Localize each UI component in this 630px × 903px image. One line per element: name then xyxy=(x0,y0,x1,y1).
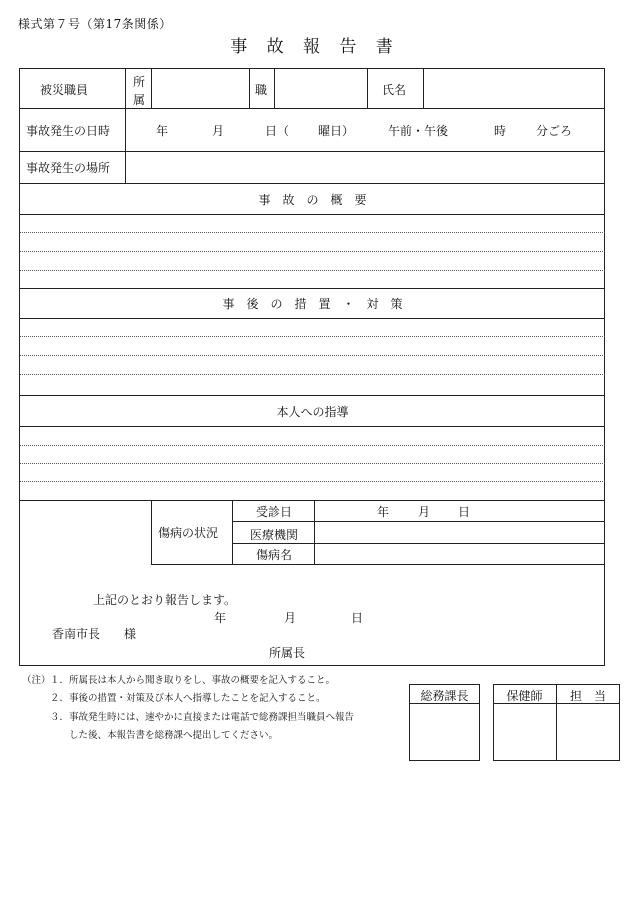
report-day: 日 xyxy=(351,611,364,625)
section-divider xyxy=(20,288,605,289)
writing-line xyxy=(20,374,605,375)
datetime-day: 日（ xyxy=(265,124,290,138)
position-label: 職 xyxy=(255,83,268,97)
section-divider xyxy=(20,214,605,215)
datetime-month: 月 xyxy=(212,124,225,138)
datetime-weekday: 曜日） xyxy=(318,124,355,138)
row-divider xyxy=(20,108,605,109)
general-affairs-chief-label: 総務課長 xyxy=(420,689,469,703)
report-year: 年 xyxy=(214,611,227,625)
overview-section-title: 事 故 の 概 要 xyxy=(258,193,367,207)
injury-label-divider xyxy=(232,500,233,564)
section-divider xyxy=(20,426,605,427)
visit-date-label: 受診日 xyxy=(256,505,293,519)
visit-month: 月 xyxy=(418,505,431,519)
injury-value-divider xyxy=(314,500,315,564)
injury-row-divider xyxy=(232,521,605,522)
guidance-section-title: 本人への指導 xyxy=(276,405,349,419)
position-value-divider xyxy=(367,69,368,108)
section-divider xyxy=(20,500,605,501)
name-label: 氏名 xyxy=(382,83,407,97)
notes-prefix: （注） xyxy=(22,675,51,686)
report-month: 月 xyxy=(284,611,297,625)
affiliation-label-top: 所 xyxy=(133,75,146,89)
location-label: 事故発生の場所 xyxy=(26,161,111,175)
measures-section-title: 事 後 の 措 置 ・ 対 策 xyxy=(222,297,403,311)
visit-day: 日 xyxy=(458,505,471,519)
name-divider xyxy=(423,69,424,108)
note-3a: ３．事故発生時には、速やかに直接または電話で総務課担当職員へ報告 xyxy=(50,712,355,723)
datetime-minute: 分ごろ xyxy=(536,124,573,138)
writing-line xyxy=(20,445,605,446)
report-statement: 上記のとおり報告します。 xyxy=(93,593,237,607)
datetime-hour: 時 xyxy=(494,124,507,138)
writing-line xyxy=(20,270,605,271)
datetime-ampm: 午前・午後 xyxy=(388,124,449,138)
medical-institution-label: 医療機関 xyxy=(250,528,299,542)
injury-status-label: 傷病の状況 xyxy=(158,526,219,540)
note-2: ２．事後の措置・対策及び本人へ指導したことを記入すること。 xyxy=(50,693,326,704)
document-title: 事 故 報 告 書 xyxy=(230,37,400,57)
report-signer: 所属長 xyxy=(269,646,306,660)
affiliation-value-divider xyxy=(249,69,250,108)
row-divider xyxy=(20,183,605,184)
label-column-divider xyxy=(125,69,126,183)
report-form-frame xyxy=(19,68,605,666)
section-divider xyxy=(20,318,605,319)
writing-line xyxy=(20,355,605,356)
writing-line xyxy=(20,463,605,464)
note-3b: した後、本報告書を総務課へ提出してください。 xyxy=(69,730,279,741)
visit-year: 年 xyxy=(377,505,390,519)
report-addressee: 香南市長 様 xyxy=(52,627,137,641)
health-nurse-label: 保健師 xyxy=(506,689,543,703)
datetime-label: 事故発生の日時 xyxy=(26,124,111,138)
writing-line xyxy=(20,481,605,482)
affiliation-label-bottom: 属 xyxy=(133,93,146,107)
form-number-label: 様式第７号（第17条関係） xyxy=(18,17,172,31)
injury-row-divider xyxy=(232,543,605,544)
victim-label: 被災職員 xyxy=(40,83,89,97)
writing-line xyxy=(20,251,605,252)
datetime-year: 年 xyxy=(156,124,169,138)
writing-line xyxy=(20,232,605,233)
writing-line xyxy=(20,336,605,337)
injury-outer-divider xyxy=(151,500,152,564)
injury-bottom-line xyxy=(151,564,605,565)
note-1: １．所属長は本人から聞き取りをし、事故の概要を記入すること。 xyxy=(50,675,336,686)
affiliation-divider xyxy=(151,69,152,108)
position-divider xyxy=(274,69,275,108)
row-divider xyxy=(20,151,605,152)
section-divider xyxy=(20,395,605,396)
in-charge-label: 担 当 xyxy=(569,689,606,703)
illness-name-label: 傷病名 xyxy=(256,548,293,562)
